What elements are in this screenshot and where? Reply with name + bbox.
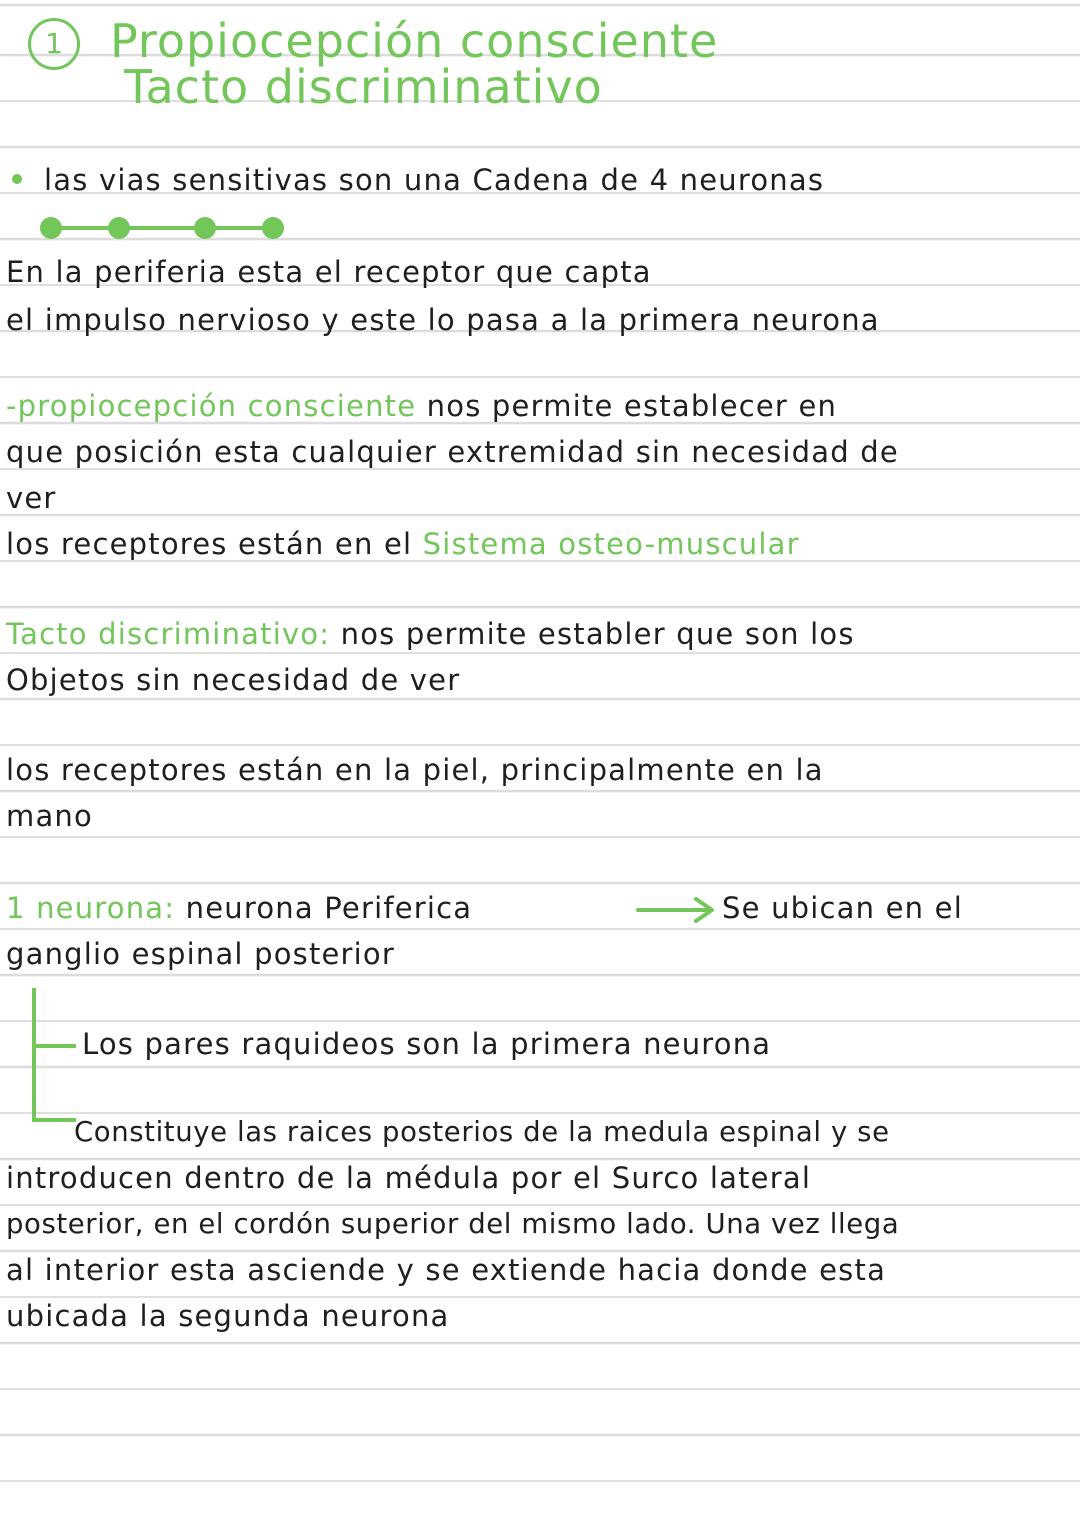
bullet-icon [12,174,22,184]
bracket-branch-2 [32,1118,76,1122]
tacto-heading: Tacto discriminativo: [6,617,331,651]
tacto-receptores-line1: los receptores están en la piel, principalmente en la [6,753,824,787]
periferia-line1: En la periferia esta el receptor que capta [6,255,652,289]
neuron-chain-line [48,226,284,230]
neurona-line1-text: neurona Periferica [175,891,473,925]
arrow-right-icon [636,896,716,924]
propiocepcion-line1-text: nos permite establecer en [416,389,838,423]
propiocepcion-heading: -propiocepción consciente [6,389,417,423]
periferia-line2: el impulso nervioso y este lo pasa a la primera neurona [6,303,880,337]
neuron-chain-dot [262,217,284,239]
neurona-line2: ganglio espinal posterior [6,937,396,971]
tacto-line1-text: nos permite establer que son los [330,617,855,651]
neurona-branch1: Los pares raquideos son la primera neurona [82,1027,772,1061]
bracket-vertical [32,988,36,1120]
page-title-line2: Tacto discriminativo [124,60,603,114]
propiocepcion-line1 [6,386,1070,426]
neuron-chain-dot [108,217,130,239]
neurona-heading: 1 neurona: [6,891,176,925]
neurona-branch2-line2: introducen dentro de la médula por el Surco lateral [6,1161,812,1195]
neuron-chain-dot [194,217,216,239]
section-number-circle [28,18,80,70]
neurona-branch2-line1: Constituye las raices posterios de la medula espinal y se [74,1116,890,1148]
page-title-line1: Propiocepción consciente [110,14,719,68]
tacto-line1 [6,614,1070,654]
bullet-text: las vias sensitivas son una Cadena de 4 neuronas [44,163,825,197]
receptores-prefix: los receptores están en el [6,527,423,561]
neurona-branch2-line3: posterior, en el cordón superior del mismo lado. Una vez llega [6,1208,900,1240]
tacto-receptores-line2: mano [6,799,93,833]
neuron-chain-dot [40,217,62,239]
receptores-highlight: Sistema osteo-muscular [422,527,800,561]
neurona-ubicacion: Se ubican en el [722,891,963,925]
neurona-branch2-line4: al interior esta asciende y se extiende hacia donde esta [6,1253,887,1287]
section-number: 1 [45,27,63,60]
propiocepcion-receptores [6,524,1070,564]
propiocepcion-line2: que posición esta cualquier extremidad sin necesidad de [6,435,899,469]
propiocepcion-line3: ver [6,481,57,515]
bracket-branch-1 [32,1044,76,1048]
tacto-line2: Objetos sin necesidad de ver [6,663,461,697]
neurona-branch2-line5: ubicada la segunda neurona [6,1299,450,1333]
